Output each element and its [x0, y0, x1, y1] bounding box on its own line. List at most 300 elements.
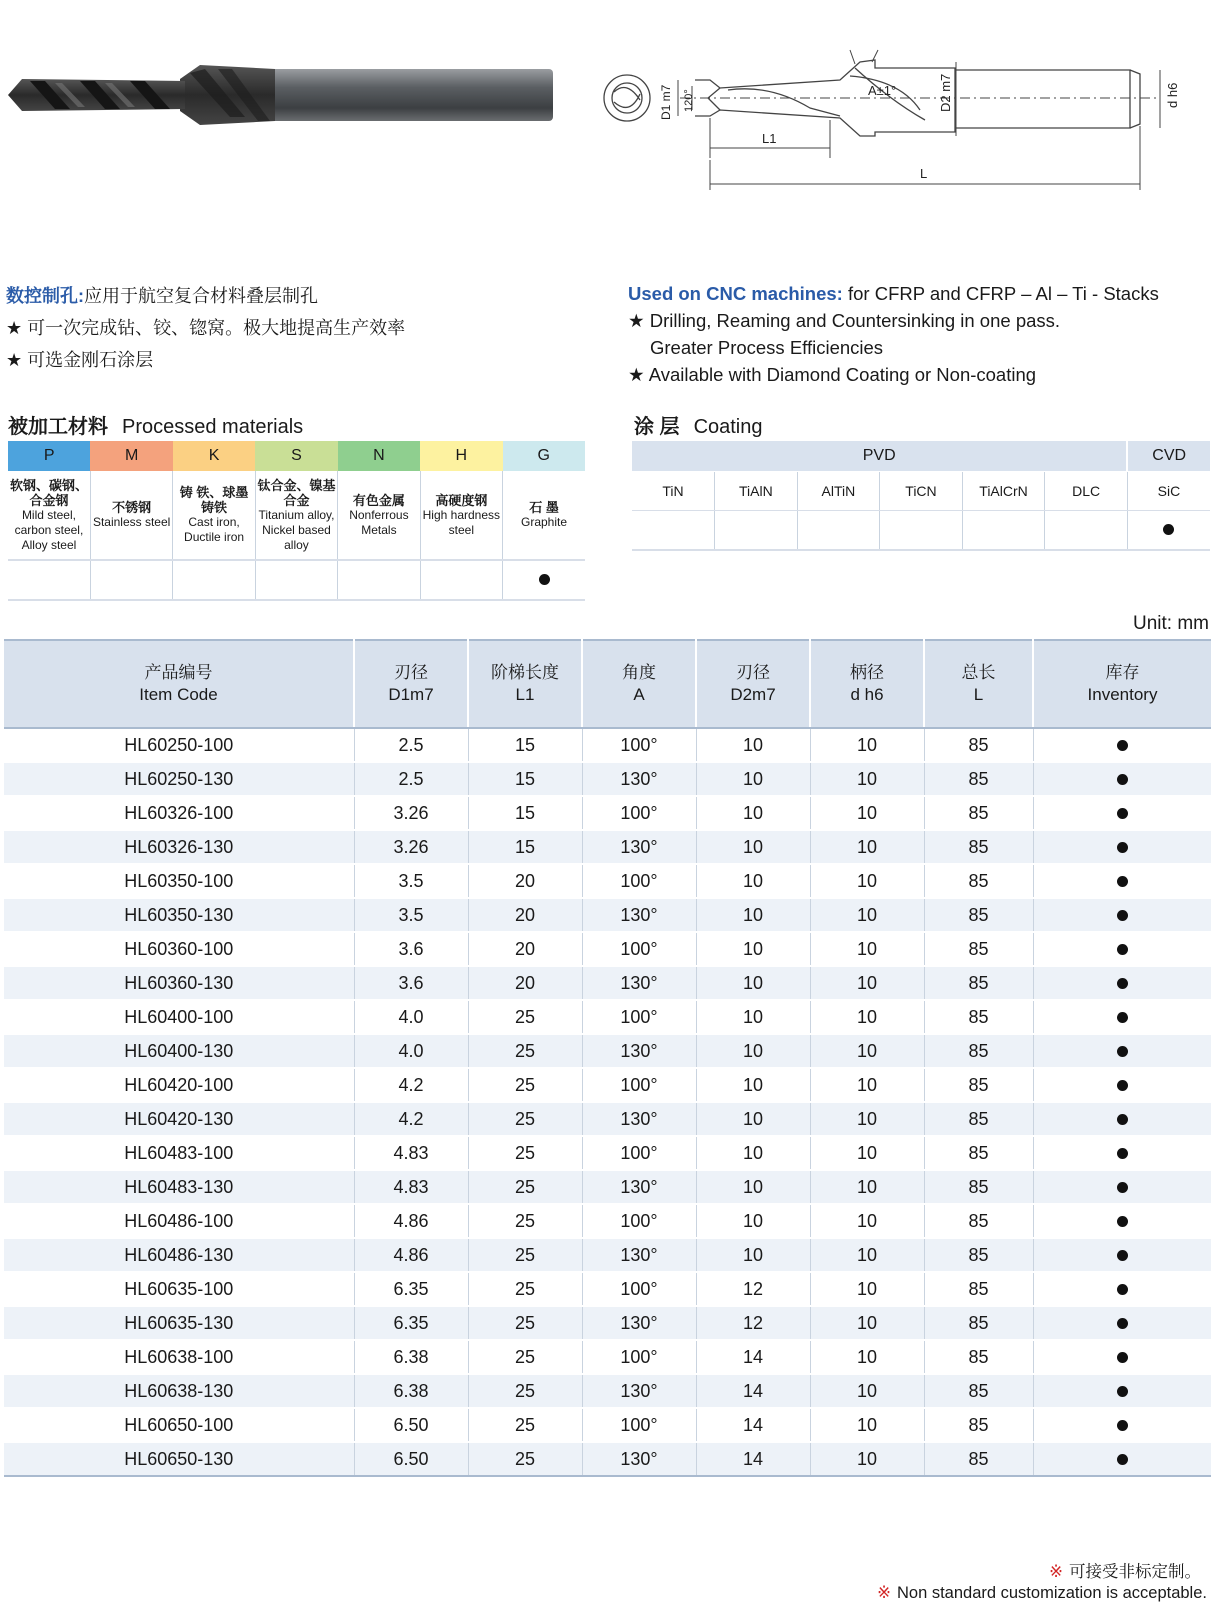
material-en: Stainless steel — [92, 515, 171, 529]
note-cn: ※ 可接受非标定制。 — [1049, 1563, 1201, 1581]
table-row — [4, 966, 1211, 1000]
table-cell: 20 — [468, 898, 582, 932]
column-header — [924, 640, 1033, 728]
coating-name: TiN — [632, 472, 715, 511]
drill-photo — [0, 55, 560, 135]
column-header — [354, 640, 468, 728]
table-cell: 10 — [696, 1136, 810, 1170]
column-header-cn: 刃径 — [394, 663, 428, 682]
table-cell: 10 — [696, 728, 810, 762]
table-cell: 4.0 — [354, 1000, 468, 1034]
table-cell: 14 — [696, 1442, 810, 1476]
table-cell: HL60250-130 — [4, 762, 354, 796]
table-row — [4, 830, 1211, 864]
table-cell: 6.38 — [354, 1340, 468, 1374]
table-cell: 85 — [924, 762, 1033, 796]
table-cell: 4.2 — [354, 1068, 468, 1102]
column-header-en: Inventory — [1087, 685, 1158, 704]
table-row — [4, 1408, 1211, 1442]
table-cell: 25 — [468, 1238, 582, 1272]
table-row — [4, 762, 1211, 796]
table-cell: 85 — [924, 1340, 1033, 1374]
table-cell: 10 — [810, 1204, 924, 1238]
table-cell: 10 — [810, 1442, 924, 1476]
table-cell: 100° — [582, 728, 696, 762]
table-cell: 15 — [468, 728, 582, 762]
feature-cn-line1: 数控制孔:应用于航空复合材料叠层制孔 — [6, 286, 318, 306]
table-row — [4, 796, 1211, 830]
features-en — [628, 280, 1159, 388]
inventory-cell — [1033, 1306, 1211, 1340]
feature-en-line2: ★ Drilling, Reaming and Countersinking in one pass. — [628, 310, 1061, 331]
material-cn: 钛合金、镍基合金 — [257, 477, 336, 508]
material-code-m: M — [90, 441, 172, 471]
table-row — [4, 932, 1211, 966]
coating-title: 涂 层 Coating — [634, 416, 763, 438]
column-header-cn: 柄径 — [850, 663, 884, 682]
table-cell: 130° — [582, 1170, 696, 1204]
table-cell: 130° — [582, 1102, 696, 1136]
table-cell: 10 — [696, 1170, 810, 1204]
table-row — [4, 864, 1211, 898]
label-angle: 120° — [683, 89, 695, 112]
material-desc — [338, 471, 420, 560]
column-header — [468, 640, 582, 728]
inventory-cell — [1033, 1068, 1211, 1102]
material-code-k: K — [173, 441, 255, 471]
table-cell: HL60650-100 — [4, 1408, 354, 1442]
table-row — [4, 1136, 1211, 1170]
material-cn: 铸 铁、球墨铸铁 — [179, 485, 249, 515]
column-header — [4, 640, 354, 728]
column-header-en: Item Code — [139, 685, 218, 704]
material-cn: 不锈钢 — [112, 500, 152, 515]
table-cell: 10 — [696, 932, 810, 966]
inventory-cell — [1033, 1408, 1211, 1442]
table-cell: 3.5 — [354, 898, 468, 932]
coating-mark — [1045, 511, 1128, 551]
table-cell: 100° — [582, 864, 696, 898]
table-cell: HL60635-100 — [4, 1272, 354, 1306]
table-cell: 10 — [696, 966, 810, 1000]
material-cn: 软钢、碳钢、合金钢 — [9, 477, 88, 508]
availability-dot — [1117, 1012, 1128, 1023]
table-cell: 6.35 — [354, 1272, 468, 1306]
table-cell: 10 — [810, 1238, 924, 1272]
table-cell: 14 — [696, 1340, 810, 1374]
table-row — [4, 1340, 1211, 1374]
table-cell: HL60360-130 — [4, 966, 354, 1000]
table-cell: 10 — [810, 1068, 924, 1102]
material-code-n: N — [338, 441, 420, 471]
availability-dot — [1117, 774, 1128, 785]
availability-dot — [1117, 1318, 1128, 1329]
coating-table — [632, 441, 1210, 551]
table-cell: 85 — [924, 1000, 1033, 1034]
material-cn: 石 墨 — [529, 500, 559, 515]
table-row — [4, 1306, 1211, 1340]
table-cell: 25 — [468, 1408, 582, 1442]
availability-dot — [1117, 842, 1128, 853]
coating-group-pvd: PVD — [632, 441, 1127, 472]
material-en: Nonferrous Metals — [349, 507, 409, 537]
column-header-en: A — [633, 685, 645, 704]
table-cell: 100° — [582, 932, 696, 966]
table-cell: 4.83 — [354, 1170, 468, 1204]
table-cell: 25 — [468, 1034, 582, 1068]
table-cell: 10 — [810, 796, 924, 830]
table-cell: HL60650-130 — [4, 1442, 354, 1476]
table-cell: 25 — [468, 1170, 582, 1204]
materials-table — [8, 441, 585, 601]
column-header-en: L — [973, 685, 984, 704]
table-cell: 6.35 — [354, 1306, 468, 1340]
availability-dot — [1117, 1114, 1128, 1125]
label-d1: D1 m7 — [659, 84, 673, 120]
coating-name: DLC — [1045, 472, 1128, 511]
table-cell: 10 — [810, 830, 924, 864]
table-cell: 25 — [468, 1442, 582, 1476]
inventory-cell — [1033, 1238, 1211, 1272]
column-header-cn: 角度 — [622, 663, 656, 682]
material-en: Cast iron, Ductile iron — [184, 515, 245, 544]
table-cell: 130° — [582, 1034, 696, 1068]
table-cell: 10 — [810, 1136, 924, 1170]
table-cell: 10 — [696, 1102, 810, 1136]
inventory-cell — [1033, 1136, 1211, 1170]
table-row — [4, 1068, 1211, 1102]
table-cell: HL60635-130 — [4, 1306, 354, 1340]
feature-en-heading: Used on CNC machines: — [628, 283, 843, 304]
table-cell: 130° — [582, 1374, 696, 1408]
table-cell: 10 — [696, 762, 810, 796]
coating-name: TiAlN — [715, 472, 798, 511]
coating-name: TiCN — [880, 472, 963, 511]
table-cell: HL60420-100 — [4, 1068, 354, 1102]
inventory-cell — [1033, 1272, 1211, 1306]
table-cell: 10 — [696, 1000, 810, 1034]
table-cell: 130° — [582, 966, 696, 1000]
column-header-en: D1m7 — [388, 685, 434, 704]
coating-name: SiC — [1127, 472, 1210, 511]
availability-dot — [1117, 1454, 1128, 1465]
inventory-cell — [1033, 1374, 1211, 1408]
table-cell: HL60400-130 — [4, 1034, 354, 1068]
material-desc — [90, 471, 172, 560]
table-cell: 10 — [810, 1170, 924, 1204]
table-cell: 20 — [468, 966, 582, 1000]
table-cell: 85 — [924, 932, 1033, 966]
material-desc — [503, 471, 585, 560]
table-cell: 85 — [924, 1102, 1033, 1136]
unit-label: Unit: mm — [1133, 613, 1209, 634]
material-mark — [503, 560, 585, 600]
table-cell: 12 — [696, 1272, 810, 1306]
inventory-cell — [1033, 1000, 1211, 1034]
material-code-g: G — [503, 441, 585, 471]
table-cell: 25 — [468, 1068, 582, 1102]
table-cell: HL60360-100 — [4, 932, 354, 966]
material-mark — [8, 560, 90, 600]
coating-mark — [1127, 511, 1210, 551]
table-cell: 25 — [468, 1272, 582, 1306]
column-header-en: d h6 — [850, 685, 884, 704]
table-cell: 85 — [924, 1272, 1033, 1306]
table-cell: 100° — [582, 1000, 696, 1034]
table-cell: 85 — [924, 966, 1033, 1000]
availability-dot — [1117, 876, 1128, 887]
table-cell: 6.50 — [354, 1408, 468, 1442]
table-cell: 20 — [468, 932, 582, 966]
table-cell: 10 — [696, 1068, 810, 1102]
column-header — [696, 640, 810, 728]
table-cell: HL60350-100 — [4, 864, 354, 898]
availability-dot — [1117, 1080, 1128, 1091]
material-mark — [420, 560, 502, 600]
table-cell: 85 — [924, 1374, 1033, 1408]
material-desc — [173, 471, 255, 560]
table-cell: 85 — [924, 898, 1033, 932]
table-cell: 85 — [924, 1136, 1033, 1170]
label-l1: L1 — [762, 131, 777, 146]
table-cell: 85 — [924, 830, 1033, 864]
table-cell: 12 — [696, 1306, 810, 1340]
coating-mark — [632, 511, 715, 551]
availability-dot — [1117, 944, 1128, 955]
table-cell: 14 — [696, 1374, 810, 1408]
material-code-p: P — [8, 441, 90, 471]
material-code-s: S — [255, 441, 337, 471]
features-cn — [6, 280, 405, 376]
table-cell: 100° — [582, 1136, 696, 1170]
table-row — [4, 728, 1211, 762]
material-mark — [338, 560, 420, 600]
table-cell: 14 — [696, 1408, 810, 1442]
material-cn: 高硬度钢 — [435, 492, 488, 508]
availability-dot — [1117, 978, 1128, 989]
table-cell: 4.86 — [354, 1204, 468, 1238]
table-cell: 10 — [810, 1374, 924, 1408]
material-code-h: H — [420, 441, 502, 471]
table-cell: HL60638-130 — [4, 1374, 354, 1408]
material-mark — [90, 560, 172, 600]
table-cell: 85 — [924, 864, 1033, 898]
table-cell: 10 — [696, 864, 810, 898]
table-cell: 10 — [810, 864, 924, 898]
table-row — [4, 1170, 1211, 1204]
table-cell: 25 — [468, 1306, 582, 1340]
table-cell: 10 — [810, 1306, 924, 1340]
table-cell: 10 — [696, 1238, 810, 1272]
table-cell: 25 — [468, 1340, 582, 1374]
column-header-cn: 总长 — [961, 663, 996, 682]
table-cell: 10 — [810, 966, 924, 1000]
material-desc — [8, 471, 90, 560]
table-cell: 10 — [810, 1408, 924, 1442]
table-cell: 85 — [924, 796, 1033, 830]
materials-title: 被加工材料 Processed materials — [8, 416, 304, 438]
table-cell: 10 — [810, 1000, 924, 1034]
table-cell: 3.5 — [354, 864, 468, 898]
coating-mark — [962, 511, 1045, 551]
table-cell: HL60400-100 — [4, 1000, 354, 1034]
table-cell: 6.38 — [354, 1374, 468, 1408]
table-cell: 130° — [582, 1238, 696, 1272]
column-header-cn: 库存 — [1105, 663, 1140, 682]
coating-mark — [797, 511, 880, 551]
column-header-en: L1 — [515, 685, 535, 704]
table-cell: 4.86 — [354, 1238, 468, 1272]
table-cell: 25 — [468, 1374, 582, 1408]
column-header — [1033, 640, 1211, 728]
availability-dot — [1117, 1148, 1128, 1159]
inventory-cell — [1033, 796, 1211, 830]
table-cell: HL60483-130 — [4, 1170, 354, 1204]
table-cell: 10 — [810, 1340, 924, 1374]
availability-dot — [1117, 910, 1128, 921]
feature-cn-heading: 数控制孔: — [6, 286, 84, 306]
table-cell: HL60638-100 — [4, 1340, 354, 1374]
column-header-en: D2m7 — [730, 685, 776, 704]
table-cell: 85 — [924, 1034, 1033, 1068]
material-en: High hardness steel — [422, 507, 501, 537]
table-cell: 85 — [924, 1306, 1033, 1340]
table-cell: 85 — [924, 1238, 1033, 1272]
material-mark — [255, 560, 337, 600]
table-cell: 10 — [810, 728, 924, 762]
feature-cn-line2: ★ 可一次完成钻、铰、锪窝。极大地提高生产效率 — [6, 318, 406, 338]
feature-cn-line3: ★ 可选金刚石涂层 — [6, 350, 154, 370]
material-desc — [255, 471, 337, 560]
material-desc — [420, 471, 502, 560]
table-cell: 4.83 — [354, 1136, 468, 1170]
table-cell: HL60420-130 — [4, 1102, 354, 1136]
table-cell: 10 — [810, 762, 924, 796]
label-a: A±1° — [868, 83, 897, 98]
availability-dot — [1117, 1352, 1128, 1363]
table-cell: 2.5 — [354, 728, 468, 762]
table-cell: HL60483-100 — [4, 1136, 354, 1170]
column-header-cn: 刃径 — [736, 663, 770, 682]
inventory-cell — [1033, 1034, 1211, 1068]
table-cell: 6.50 — [354, 1442, 468, 1476]
table-cell: 100° — [582, 1068, 696, 1102]
table-cell: HL60326-130 — [4, 830, 354, 864]
inventory-cell — [1033, 1170, 1211, 1204]
inventory-cell — [1033, 728, 1211, 762]
feature-en-line4: ★ Available with Diamond Coating or Non-coating — [628, 364, 1037, 385]
column-header — [810, 640, 924, 728]
table-row — [4, 1102, 1211, 1136]
technical-drawing — [600, 40, 1210, 210]
coating-mark — [880, 511, 963, 551]
table-cell: 10 — [696, 830, 810, 864]
table-cell: 10 — [810, 1102, 924, 1136]
availability-dot — [539, 574, 550, 585]
table-cell: 100° — [582, 1340, 696, 1374]
column-header-cn: 阶梯长度 — [491, 663, 559, 682]
table-cell: 10 — [696, 1034, 810, 1068]
material-en: Graphite — [521, 515, 568, 529]
table-row — [4, 1272, 1211, 1306]
table-row — [4, 1000, 1211, 1034]
table-cell: 10 — [810, 932, 924, 966]
label-l: L — [920, 166, 928, 181]
table-cell: 130° — [582, 830, 696, 864]
table-row — [4, 1204, 1211, 1238]
coating-group-cvd: CVD — [1127, 441, 1210, 472]
inventory-cell — [1033, 1442, 1211, 1476]
product-table — [4, 639, 1211, 1477]
column-header-cn: 产品编号 — [144, 663, 213, 682]
material-en: Titanium alloy, Nickel based alloy — [258, 507, 335, 552]
table-cell: 3.26 — [354, 830, 468, 864]
inventory-cell — [1033, 898, 1211, 932]
table-cell: 3.6 — [354, 966, 468, 1000]
table-cell: 100° — [582, 1204, 696, 1238]
note-en: ※ Non standard customization is acceptable. — [877, 1584, 1207, 1602]
availability-dot — [1117, 1284, 1128, 1295]
inventory-cell — [1033, 966, 1211, 1000]
table-cell: 15 — [468, 762, 582, 796]
availability-dot — [1117, 1386, 1128, 1397]
inventory-cell — [1033, 1340, 1211, 1374]
coating-name: TiAlCrN — [962, 472, 1045, 511]
table-cell: 10 — [696, 1204, 810, 1238]
table-cell: 85 — [924, 1068, 1033, 1102]
table-cell: HL60350-130 — [4, 898, 354, 932]
table-cell: 3.6 — [354, 932, 468, 966]
coating-mark — [715, 511, 798, 551]
table-cell: 4.0 — [354, 1034, 468, 1068]
table-cell: 2.5 — [354, 762, 468, 796]
table-row — [4, 1238, 1211, 1272]
material-en: Mild steel, carbon steel, Alloy steel — [14, 507, 84, 552]
table-row — [4, 898, 1211, 932]
inventory-cell — [1033, 830, 1211, 864]
table-cell: 4.2 — [354, 1102, 468, 1136]
inventory-cell — [1033, 762, 1211, 796]
table-cell: 10 — [810, 1272, 924, 1306]
label-d2: D2 m7 — [938, 73, 953, 112]
table-cell: 10 — [696, 898, 810, 932]
inventory-cell — [1033, 864, 1211, 898]
table-cell: 25 — [468, 1000, 582, 1034]
table-cell: 130° — [582, 898, 696, 932]
inventory-cell — [1033, 932, 1211, 966]
table-cell: 100° — [582, 796, 696, 830]
table-cell: 15 — [468, 830, 582, 864]
table-cell: 25 — [468, 1102, 582, 1136]
table-cell: 25 — [468, 1136, 582, 1170]
table-cell: HL60486-100 — [4, 1204, 354, 1238]
availability-dot — [1117, 808, 1128, 819]
table-cell: 15 — [468, 796, 582, 830]
table-cell: 130° — [582, 762, 696, 796]
availability-dot — [1117, 740, 1128, 751]
table-cell: 85 — [924, 1170, 1033, 1204]
table-cell: 25 — [468, 1204, 582, 1238]
table-row — [4, 1034, 1211, 1068]
availability-dot — [1117, 1216, 1128, 1227]
table-cell: 130° — [582, 1442, 696, 1476]
availability-dot — [1117, 1420, 1128, 1431]
table-cell: HL60250-100 — [4, 728, 354, 762]
table-row — [4, 1374, 1211, 1408]
coating-name: AlTiN — [797, 472, 880, 511]
table-cell: HL60486-130 — [4, 1238, 354, 1272]
table-row — [4, 1442, 1211, 1476]
